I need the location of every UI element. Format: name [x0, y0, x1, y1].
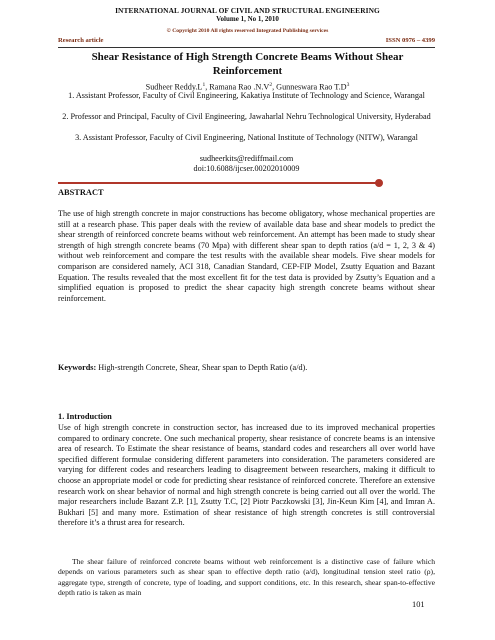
article-meta-row [58, 37, 435, 44]
keywords-label: Keywords: [58, 363, 97, 372]
abstract-text: The use of high strength concrete in major constructions has become obligatory, whose mechanical properties are still at a research phase. This paper deals with the review of available data base and shear models to predict the shear strength of reinforced concrete beams without web reinforcement. An attempt has been made to study shear strength of high strength concrete beams (70 Mpa) with different shear span to depth ratios (a/d = 1, 2, 3 & 4) without web reinforcement and compare the test results with the available shear models. Five shear models for comparison are considered namely, ACI 318, Canadian Standard, CEP-FIP Model, Zsutty Equation and Bazant Equation. The results revealed that the most excellent fit for the test data is provided by Zsutty’s Equation and a simplified equation is proposed to predict the shear capacity high strength concrete beams without shear reinforcement. [58, 209, 435, 303]
article-type: Research article [58, 37, 104, 44]
intro-paragraph-1: Use of high strength concrete in construction sector, has increased due to its improved mechanical properties compared to ordinary concrete. One such mechanical property, shear resistance of concrete beams is an intensive area of research. To Estimate the shear resistance of beams, standard codes and researchers all over world have specified different formulae considering different parameters into consideration. The parameters considered are varying for different codes and researchers leading to disagreement between researchers, making it difficult to choose an appropriate model or code for predicting shear resistance of reinforced concrete. Therefore an extensive research work on shear behavior of normal and high strength concrete is being carried out all over the world. The major researchers include Bazant Z.P. [1], Zsutty T.C, [2] Piotr Paczkowski [3], Jin-Keun Kim [4], and Imran A. Bukhari [5] and many more. Estimation of shear resistance of high strength concretes is still controversial therefore it’s a thrust area for research. [58, 423, 435, 528]
divider-dot [375, 179, 383, 187]
issn: ISSN 0976 – 4399 [385, 37, 435, 44]
keywords [58, 363, 435, 374]
affiliation-2: 2. Professor and Principal, Faculty of Civil Engineering, Jawaharlal Nehru Technological University, Hyderabad [62, 112, 431, 121]
author-3-sup: 3 [346, 82, 350, 88]
divider-line [58, 182, 379, 184]
author-email[interactable]: sudheerkits@rediffmail.com [199, 154, 294, 163]
paper-title: Shear Resistance of High Strength Concrete Beams Without Shear Reinforcement [91, 51, 404, 77]
abstract-heading: ABSTRACT [58, 188, 104, 197]
affiliation-1: 1. Assistant Professor, Faculty of Civil Engineering, Kakatiya Institute of Technology and Science, Warangal [68, 91, 425, 100]
author-2: , Ramana Rao .N.V [205, 82, 270, 92]
author-2-sup: 2 [269, 82, 273, 88]
paper-doi[interactable]: doi:10.6088/ijcser.00202010009 [193, 164, 300, 173]
affiliation-3: 3. Assistant Professor, Faculty of Civil Engineering, National Institute of Technology (NITW), Warangal [75, 133, 418, 142]
author-1: Sudheer Reddy.L [145, 82, 203, 92]
author-1-sup: 1 [202, 82, 206, 88]
intro-paragraph-2: The shear failure of reinforced concrete beams without web reinforcement is a distinctive case of failure which depends on various parameters such as shear span to effective depth ratio (a/d), longitudinal tension steel ratio (ρ), aggregate type, strength of concrete, type of loading, and support conditions, etc. In this research, shear span-to-effective depth ratio is taken as main [58, 557, 435, 598]
page-number: 101 [412, 600, 425, 609]
journal-volume: Volume 1, No 1, 2010 [216, 15, 279, 23]
copyright-line: © Copyright 2010 All rights reserved Integrated Publishing services [166, 28, 329, 34]
section-heading-introduction: 1. Introduction [58, 412, 112, 421]
header-rule [58, 47, 435, 48]
keywords-text: High-strength Concrete, Shear, Shear span to Depth Ratio (a/d). [96, 363, 308, 372]
journal-name: INTERNATIONAL JOURNAL OF CIVIL AND STRUCTURAL ENGINEERING [115, 6, 380, 15]
author-3: , Gunneswara Rao T.D [272, 82, 347, 92]
